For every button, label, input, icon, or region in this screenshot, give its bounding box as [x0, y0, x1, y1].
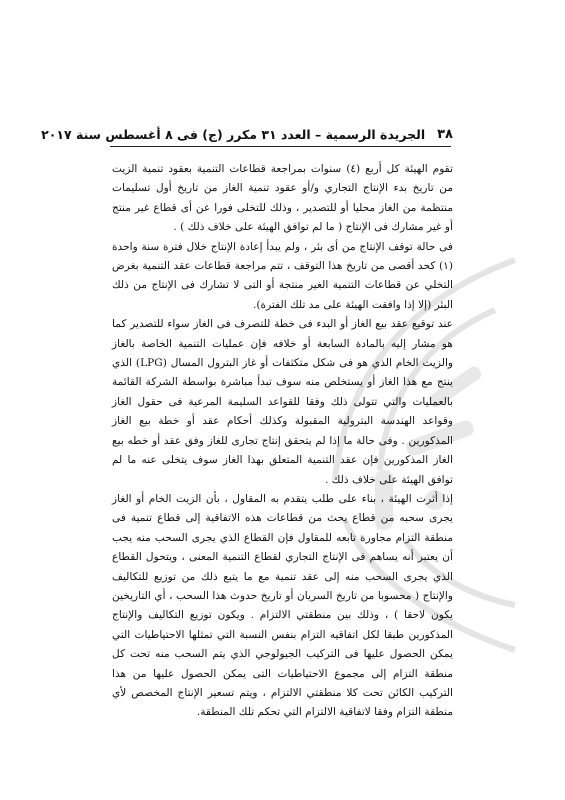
document-body	[112, 160, 453, 723]
paragraph-drainage-allocation: إذا أثرت الهيئة ، بناء على طلب يتقدم به المقاول ، بأن الزيت الخام أو الغاز يجرى سحبه من قطاع يحث من قطاعات هذه الاتفاقية إلى قطاع تنمية فى منطقة التزام مجاورة تابعه للمقاول فإن القطاع الذي يجرى السحب منه يجب أن يعتبر أنه يساهم فى الإنتاج التجاري لقطاع التنمية المعنى ، ويتحول القطاع الذي يجرى السحب منه إلى عقد تنمية مع ما يتبع ذلك من توزيع للتكاليف والإنتاج ( محسوبا من تاريخ السريان أو تاريخ حدوث هذا السحب ، أي التاريخين يكون لاحقا ) ، وذلك بين منطقتي الالتزام . ويكون توزيع التكاليف والإنتاج المذكورين طبقا لكل اتفاقيه التزام بنفس النسبة التي تمثلها الاحتياطيات التي يمكن الحصول عليها فى التركيب الجيولوجي الذي يتم السحب منه تحت كل منطقة التزام إلى مجموع الاحتياطيات التى يمكن الحصول عليها من هذا التركيب الكائن تحت كلا منطقتي الالتزام ، ويتم تسعير الإنتاج المخصص لأي منطقة التزام وفقا لاتفاقية الالتزام التي تحكم تلك المنطقة.	[112, 492, 453, 719]
gazette-title: الجريدة الرسمية – العدد ٣١ مكرر (ج) فى ٨ أغسطس سنة ٢٠١٧	[41, 127, 426, 142]
page-header	[41, 118, 453, 142]
page-number: ٣٨	[437, 127, 453, 142]
paragraph-production-stop: فى حالة توقف الإنتاج من أى بئر ، ولم يبدأ إعادة الإنتاج خلال فترة سنة واحدة (١) كحد أقصى من تاريخ هذا التوقف ، تتم مراجعة قطاعات عقد التنمية بغرض التخلي عن قطاعات التنمية الغير منتجة أو التى لا تشارك فى الإنتاج من ذلك البئر (إلا إذا وافقت الهيئة على مد تلك الفترة).	[112, 240, 453, 311]
paragraph-gas-sale-contract: عند توقيع عقد بيع الغاز أو البدء فى خطة للتصرف فى الغاز سواء للتصدير كما هو مشار إليه بالمادة السابعة أو خلافه فإن عمليات التنمية الخاصة بالغاز والزيت الخام الذي هو فى شكل متكثفات أو غاز البترول المسال (LPG) الذي ينتج مع هذا الغاز أو يستخلص منه سوف تبدأ مباشرة بواسطة الشركة القائمة بالعمليات والتي تتولى ذلك وفقا للقواعد السليمة المرعية فى حقول الغاز وقواعد الهندسة البترولية المقبولة وكذلك أحكام عقد أو خطة بيع الغاز المذكورين . وفى حالة ما إذا لم يتحقق إنتاج تجارى للغاز وفق عقد أو خطه بيع الغاز المذكورين فإن عقد التنمية المتعلق بهذا الغاز سوف يتخلى عنه ما لم توافق الهيئة على خلاف ذلك .	[112, 318, 453, 486]
header-divider	[110, 146, 451, 147]
paragraph-review-every-four-years: تقوم الهيئة كل أربع (٤) سنوات بمراجعة قطاعات التنمية بعقود تنمية الزيت من تاريخ بدء الإنتاج التجاري و/أو عقود تنمية الغاز من تاريخ أول تسليمات منتظمة من الغاز محليا أو للتصدير ، وذلك للتخلى فورا عن أى قطاع غير منتج أو غير مشارك فى الإنتاج ( ما لم توافق الهيئة على خلاف ذلك ) .	[112, 163, 453, 234]
